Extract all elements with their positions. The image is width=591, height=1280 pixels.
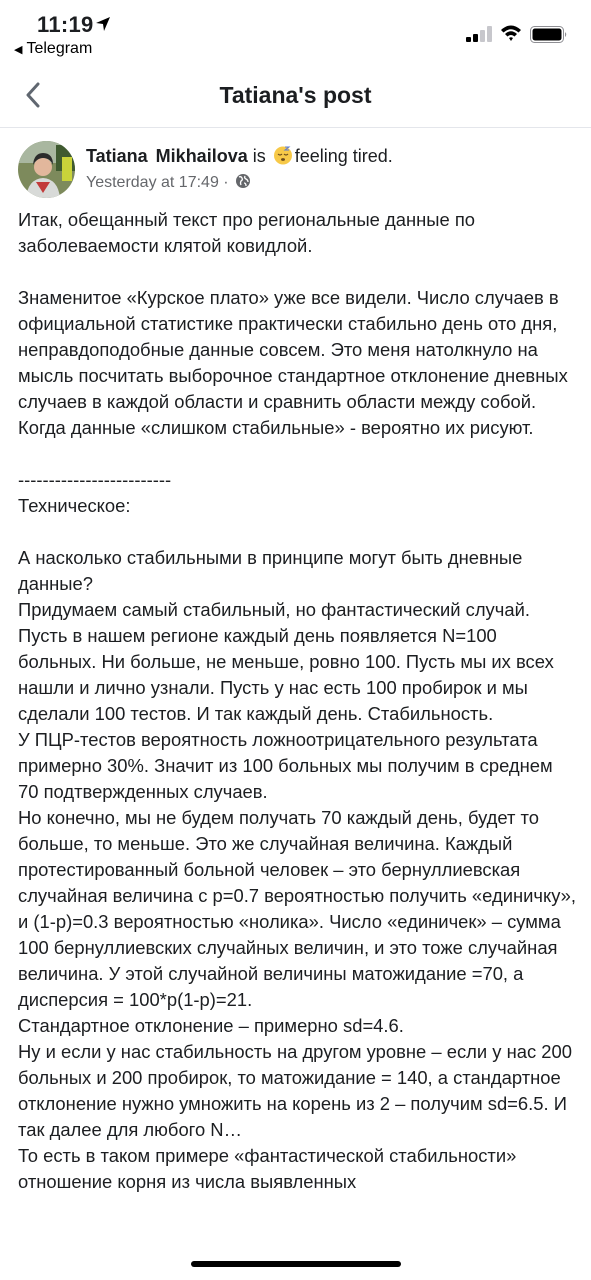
- status-time: 11:19: [37, 12, 94, 37]
- avatar[interactable]: [18, 141, 75, 198]
- back-to-app-link[interactable]: [14, 40, 92, 58]
- post-meta: [86, 173, 251, 192]
- header-divider: [0, 127, 591, 128]
- battery-icon: [530, 26, 568, 43]
- author-name[interactable]: Tatiana Mikhailova: [86, 146, 248, 166]
- post-header: [18, 140, 578, 200]
- signal-icon: [466, 26, 494, 42]
- post-timestamp[interactable]: Yesterday at 17:49 ·: [86, 174, 229, 191]
- feeling-text: feeling tired.: [294, 146, 393, 166]
- author-line: [86, 145, 393, 167]
- back-triangle-icon: ◀: [14, 44, 23, 56]
- status-bar: [0, 0, 591, 66]
- location-arrow-icon: [95, 16, 111, 32]
- back-app-label: Telegram: [26, 40, 93, 57]
- post-body-text: Итак, обещанный текст про региональные данные по заболеваемости клятой ковидлой. Знаменитое «Курское плато» уже все видели. Число случаев в официальной статистике практически стабильно день ото дня, неправдоподобные данные совсем. Это меня натолкнуло на мысль посчитать выборочное стандартное отклонение дневных случаев в каждой области и сравнить области между собой. Когда данные «слишком стабильные» - вероятно их рисуют. ------------------------- Техническое: А насколько стабильными в принципе могут быть дневные данные? Придумаем самый стабильный, но фантастический случай. Пусть в нашем регионе каждый день появляется N=100 больных. Ни больше, не меньше, ровно 100. Пусть мы их всех нашли и лично узнали. Пусть у нас есть 100 пробирок и мы сделали 100 тестов. И так каждый день. Стабильность. У ПЦР-тестов вероятность ложноотрицательного результата примерно 30%. Значит из 100 больных мы получим в среднем 70 подтвержденных случаев. Но конечно, мы не будем получать 70 каждый день, будет то больше, то меньше. Это же случайная величина. Каждый протестированный больной человек – это бернуллиевская случайная величина с p=0.7 вероятностью получить «единичку», и (1-p)=0.3 вероятностью «нолика». Число «единичек» – сумма 100 бернуллиевских случайных величин, и это тоже случайная величина. У этой случайной величины матожидание =70, а дисперсия = 100*p(1-p)=21. Стандартное отклонение – примерно sd=4.6. Ну и если у нас стабильность на другом уровне – если у нас 200 больных и 200 пробирок, то матожидание = 140, а стандартное отклонение нужно умножить на корень из 2 – получим sd=6.5. И так далее для любого N… То есть в таком примере «фантастической стабильности» отношение корня из числа выявленных: [18, 209, 576, 1192]
- home-indicator[interactable]: [191, 1261, 401, 1267]
- globe-icon: [235, 173, 251, 189]
- action-prefix: is: [252, 146, 266, 166]
- wifi-icon: [500, 24, 522, 42]
- nav-bar: [0, 66, 591, 124]
- sleepy-emoji-icon: [273, 145, 293, 165]
- page-title: Tatiana's post: [219, 82, 372, 108]
